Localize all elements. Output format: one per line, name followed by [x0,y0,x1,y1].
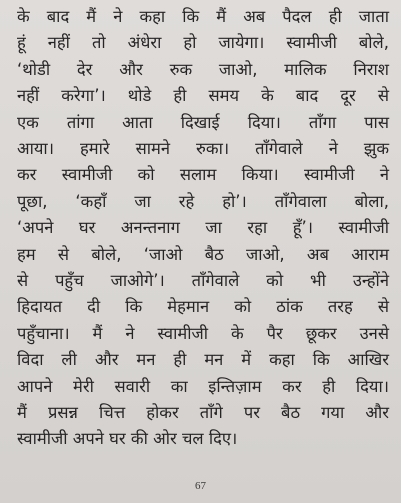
text-line-13: पहुँचाना। मैं ने स्वामीजी के पैर छूकर उनसे [17,323,389,343]
text-line-15: आपने मेरी सवारी का इन्तिज़ाम कर ही दिया। [17,376,389,396]
text-line-2: हूं नहीं तो अंधेरा हो जायेगा। स्वामीजी बोले, [17,33,389,53]
page-number: 67 [195,480,206,492]
text-line-1: के बाद मैं ने कहा कि मैं अब पैदल ही जाता [17,7,389,26]
text-line-11: से पहुँच जाओगे’। ताँगेवाले को भी उन्होंने [17,271,389,290]
text-line-4: नहीं करेगा’। थोडे ही समय के बाद दूर से [17,86,389,106]
text-line-6: आया। हमारे सामने रुका। ताँगेवाले ने झुक [17,139,389,158]
text-line-9: ‘अपने घर अनन्तनाग जा रहा हूँ’। स्वामीजी [17,218,389,238]
text-line-14: विदा ली और मन ही मन में कहा कि आखिर [17,350,389,370]
text-line-16: मैं प्रसन्न चित्त होकर ताँगे पर बैठ गया और [17,403,389,422]
text-line-10: हम से बोले, ‘जाओ बैठ जाओ, अब आराम [17,244,389,264]
text-line-7: कर स्वामीजी को सलाम किया। स्वामीजी ने [17,165,389,185]
text-line-17: स्वामीजी अपने घर की ओर चल दिए। [17,429,238,449]
text-line-5: एक तांगा आता दिखाई दिया। ताँगा पास [17,112,389,132]
text-line-12: हिदायत दी कि मेहमान को ठांक तरह से [17,297,389,317]
text-line-8: पूछा, ‘कहाँ जा रहे हो’। ताँगेवाला बोला, [17,191,389,211]
text-line-3: ‘थोडी देर और रुक जाओ, मालिक निराश [17,59,389,79]
